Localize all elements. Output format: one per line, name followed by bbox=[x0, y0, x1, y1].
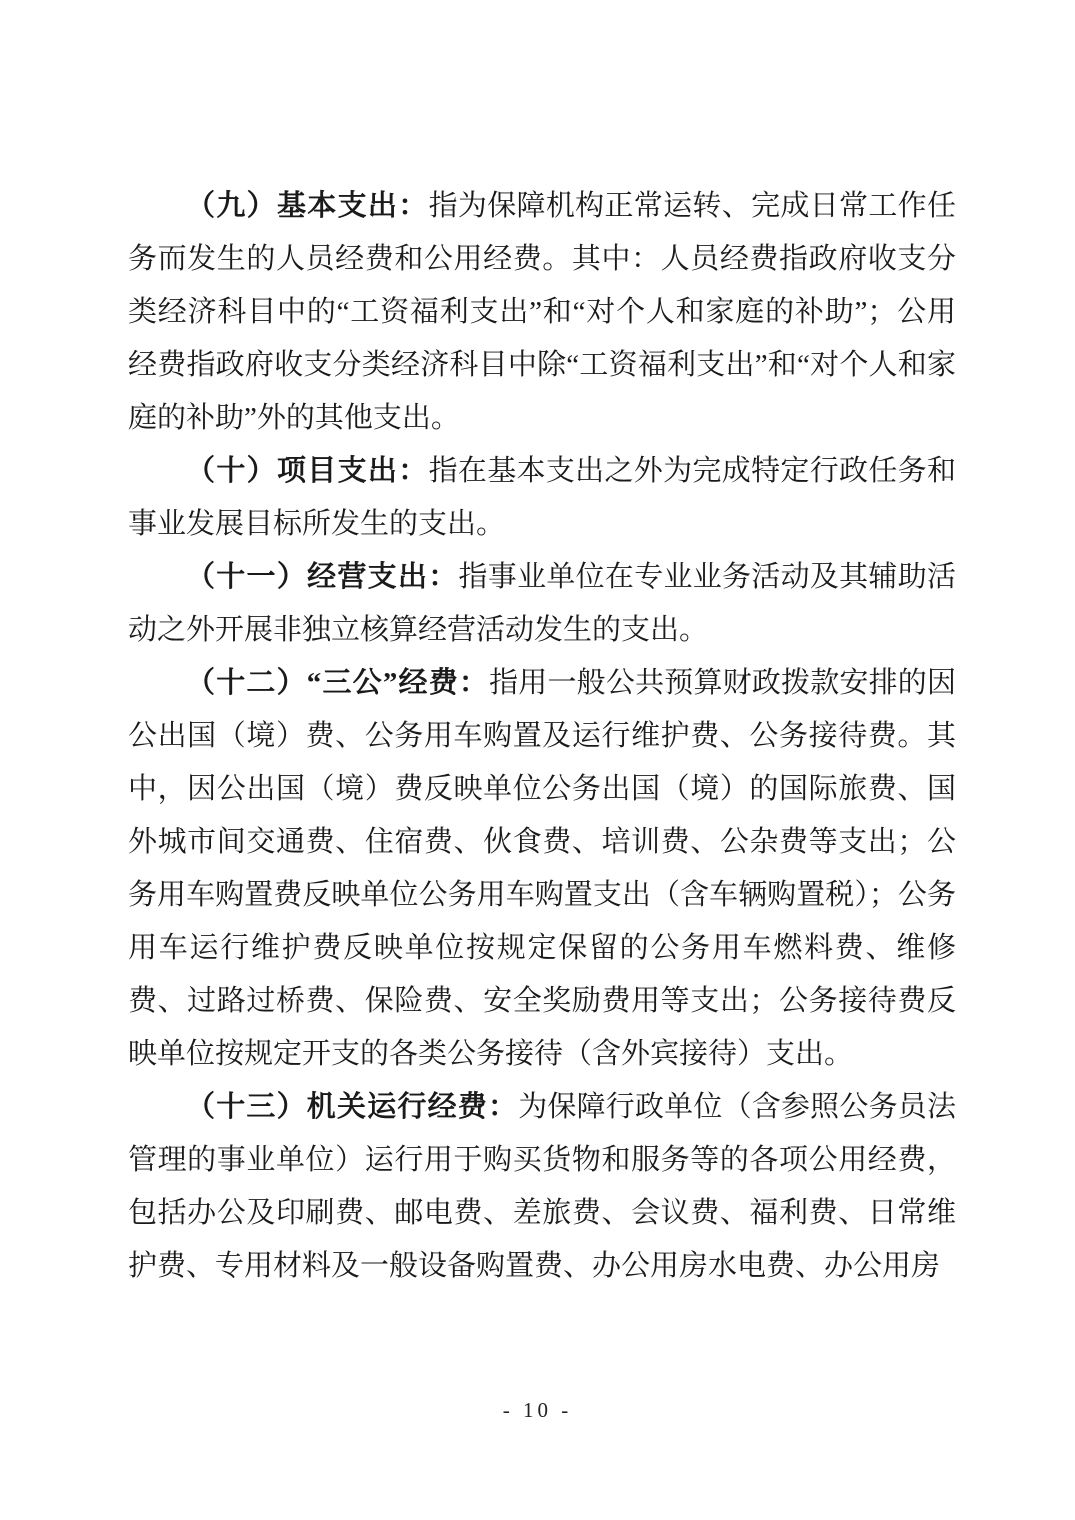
paragraph-body: 指事业单位在专业业务活动及其辅助活动之外开展非独立核算经营活动发生的支出。 bbox=[128, 561, 956, 646]
document-text-block bbox=[128, 180, 956, 1293]
page-footer bbox=[0, 1398, 1075, 1423]
paragraph-operating-expenditure bbox=[128, 551, 956, 657]
paragraph-agency-operating-funds bbox=[128, 1081, 956, 1293]
paragraph-body: 为保障行政单位（含参照公务员法管理的事业单位）运行用于购买货物和服务等的各项公用经费，包括办公及印刷费、邮电费、差旅费、会议费、福利费、日常维护费、专用材料及一般设备购置费、办公用房水电费、办公用房 bbox=[128, 1091, 956, 1282]
page-number: - 10 - bbox=[502, 1398, 573, 1422]
paragraph-heading: （十三）机关运行经费： bbox=[186, 1091, 519, 1123]
paragraph-heading: （十一）经营支出： bbox=[186, 561, 459, 593]
paragraph-basic-expenditure bbox=[128, 180, 956, 445]
paragraph-body: 指用一般公共预算财政拨款安排的因公出国（境）费、公务用车购置及运行维护费、公务接待费。其中，因公出国（境）费反映单位公务出国（境）的国际旅费、国外城市间交通费、住宿费、伙食费、培训费、公杂费等支出；公务用车购置费反映单位公务用车购置支出（含车辆购置税）；公务用车运行维护费反映单位按规定保留的公务用车燃料费、维修费、过路过桥费、保险费、安全奖励费用等支出；公务接待费反映单位按规定开支的各类公务接待（含外宾接待）支出。 bbox=[128, 667, 956, 1070]
paragraph-body: 指为保障机构正常运转、完成日常工作任务而发生的人员经费和公用经费。其中：人员经费指政府收支分类经济科目中的“工资福利支出”和“对个人和家庭的补助”；公用经费指政府收支分类经济科目中除“工资福利支出”和“对个人和家庭的补助”外的其他支出。 bbox=[128, 190, 956, 434]
paragraph-heading: （九）基本支出： bbox=[186, 190, 429, 222]
paragraph-project-expenditure bbox=[128, 445, 956, 551]
paragraph-heading: （十）项目支出： bbox=[186, 455, 429, 487]
paragraph-heading: （十二）“三公”经费： bbox=[186, 667, 490, 699]
paragraph-body: 指在基本支出之外为完成特定行政任务和事业发展目标所发生的支出。 bbox=[128, 455, 956, 540]
paragraph-three-public-funds bbox=[128, 657, 956, 1081]
